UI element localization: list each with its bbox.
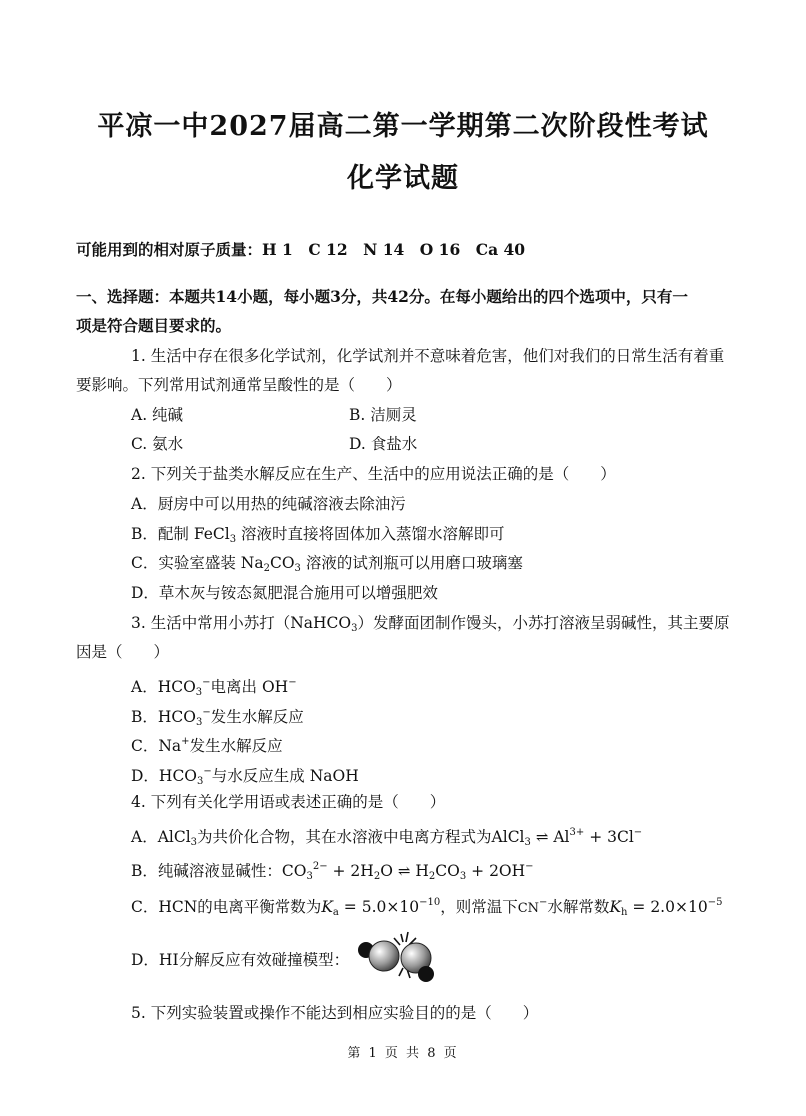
q2-option-c (131, 553, 523, 579)
q2-c-sub2: 3 (294, 563, 301, 574)
q2-b-pre: B．配制 FeCl (131, 525, 230, 543)
q3-b-sub: 3 (195, 717, 203, 728)
q4-b-sub3: 2 (428, 871, 436, 882)
q3-option-b (131, 703, 304, 733)
q3-d-sup: − (203, 766, 212, 777)
q3-a-sup: − (202, 677, 211, 688)
q3-a-sub: 3 (195, 687, 203, 698)
q4-c-k2: K (609, 898, 622, 916)
q2-option-b (131, 524, 505, 550)
equilibrium-arrow-icon: ⇌ (397, 862, 411, 880)
q4-c-ksub: a (332, 907, 339, 918)
q4-a-mid: 为共价化合物，其在水溶液中电离方程式为AlCl (197, 828, 525, 846)
q1-stem-2: 要影响。下列常用试剂通常呈酸性的是（ ） (76, 376, 402, 394)
equilibrium-arrow-icon: ⇌ (535, 828, 549, 846)
collision-model-figure (346, 928, 456, 986)
q3-stem-1 (131, 613, 730, 639)
q3-option-a (131, 673, 297, 703)
q2-b-post: 溶液时直接将固体加入蒸馏水溶解即可 (236, 525, 505, 543)
q3-stem-post: ）发酵面团制作馒头，小苏打溶液呈弱碱性，其主要原 (357, 614, 730, 632)
q4-c-pre: C．HCN的电离平衡常数为 (131, 898, 322, 916)
q4-c-val2: = 2.0×10 (627, 898, 708, 916)
q4-option-c (131, 893, 722, 923)
q4-b-sup2: − (525, 861, 534, 872)
q3-a-sup2: − (288, 677, 297, 688)
q4-b-rhs3: + 2OH (466, 862, 526, 880)
section1-line2: 项是符合题目要求的。 (76, 316, 232, 335)
q3-c-post: 发生水解反应 (189, 737, 283, 755)
q3-stem-2: 因是（ ） (76, 643, 170, 661)
q4-b-sup: 2− (312, 861, 328, 872)
q4-c-mid2: 水解常数 (547, 898, 610, 916)
q3-c-pre: C．Na (131, 737, 182, 755)
q2-b-sub: 3 (229, 534, 237, 545)
page-footer: 第 1 页 共 8 页 (347, 1046, 459, 1061)
q3-c-sup: + (181, 736, 190, 747)
q1-option-b: B. 洁厕灵 (349, 406, 417, 424)
q3-b-pre: B．HCO (131, 708, 196, 726)
q4-c-mid: ，则常温下 (440, 898, 518, 916)
q4-a-eq2: + 3Cl (584, 828, 634, 846)
q4-c-val: = 5.0×10 (338, 898, 420, 916)
q2-c-post: 溶液的试剂瓶可以用磨口玻璃塞 (300, 554, 523, 572)
q4-a-sub2: 3 (524, 837, 531, 848)
q3-option-c (131, 732, 283, 756)
q3-d-sub: 3 (197, 776, 204, 787)
q3-a-post: 电离出 OH (210, 678, 289, 696)
q4-a-sup: 3+ (569, 827, 585, 838)
q4-option-d: D．HI分解反应有效碰撞模型： (131, 951, 350, 969)
q3-d-post: 与水反应生成 NaOH (211, 767, 359, 785)
q4-b-mid2: O (380, 862, 393, 880)
q3-d-pre: D．HCO (131, 767, 198, 785)
q4-c-ion: CN (517, 901, 540, 916)
q3-b-post: 发生水解反应 (210, 708, 304, 726)
q4-c-exp: −10 (419, 897, 441, 908)
section1-line1: 一、选择题：本题共14小题，每小题3分，共42分。在每小题给出的四个选项中，只有一 (76, 287, 688, 306)
q4-a-sub: 3 (190, 837, 198, 848)
q3-a-pre: A．HCO (131, 678, 196, 696)
q4-b-sub: 3 (306, 871, 313, 882)
q3-b-sup: − (202, 707, 211, 718)
q2-option-d: D．草木灰与铵态氮肥混合施用可以增强肥效 (131, 584, 438, 602)
q2-c-sub1: 2 (263, 563, 270, 574)
q4-b-sub4: 3 (459, 871, 467, 882)
q3-stem-pre: 3. 生活中常用小苏打（NaHCO (131, 614, 352, 632)
q4-b-mid: + 2H (327, 862, 374, 880)
q1-option-c: C. 氨水 (131, 435, 184, 453)
q2-c-mid: CO (269, 554, 295, 572)
q3-stem-sub: 3 (351, 623, 358, 634)
q4-option-b (131, 857, 534, 887)
exam-title: 平凉一中2027届高二第一学期第二次阶段性考试 (97, 111, 709, 142)
q4-b-sub2: 2 (373, 871, 381, 882)
q4-a-sup2: − (633, 827, 643, 838)
q4-b-rhs2: CO (435, 862, 460, 880)
q4-stem: 4. 下列有关化学用语或表述正确的是（ ） (131, 793, 446, 811)
q1-option-a: A. 纯碱 (131, 406, 184, 424)
q4-b-rhs: H (415, 862, 429, 880)
h-atom-2 (418, 966, 434, 982)
q4-b-pre: B．纯碱溶液显碱性：CO (131, 862, 307, 880)
q4-option-a (131, 823, 642, 853)
q2-stem: 2. 下列关于盐类水解反应在生产、生活中的应用说法正确的是（ ） (131, 465, 616, 483)
i-atom-1 (369, 941, 399, 971)
q4-c-ionsup: − (539, 897, 548, 908)
q4-c-k: K (321, 898, 333, 916)
q5-stem: 5. 下列实验装置或操作不能达到相应实验目的的是（ ） (131, 1004, 539, 1022)
q2-option-a: A．厨房中可以用热的纯碱溶液去除油污 (131, 495, 406, 513)
q1-stem-1: 1. 生活中存在很多化学试剂，化学试剂并不意味着危害，他们对我们的日常生活有着重 (131, 347, 725, 365)
q4-a-pre: A．AlCl (131, 828, 191, 846)
atomic-masses: 可能用到的相对原子质量：H 1 C 12 N 14 O 16 Ca 40 (76, 240, 526, 259)
q4-c-exp2: −5 (707, 897, 723, 908)
exam-subtitle: 化学试题 (347, 163, 459, 194)
q3-option-d (131, 762, 359, 792)
q4-c-k2sub: h (621, 907, 628, 918)
q2-c-pre: C．实验室盛装 Na (131, 554, 264, 572)
q1-option-d: D. 食盐水 (349, 435, 418, 453)
q4-a-eq: Al (553, 828, 570, 846)
